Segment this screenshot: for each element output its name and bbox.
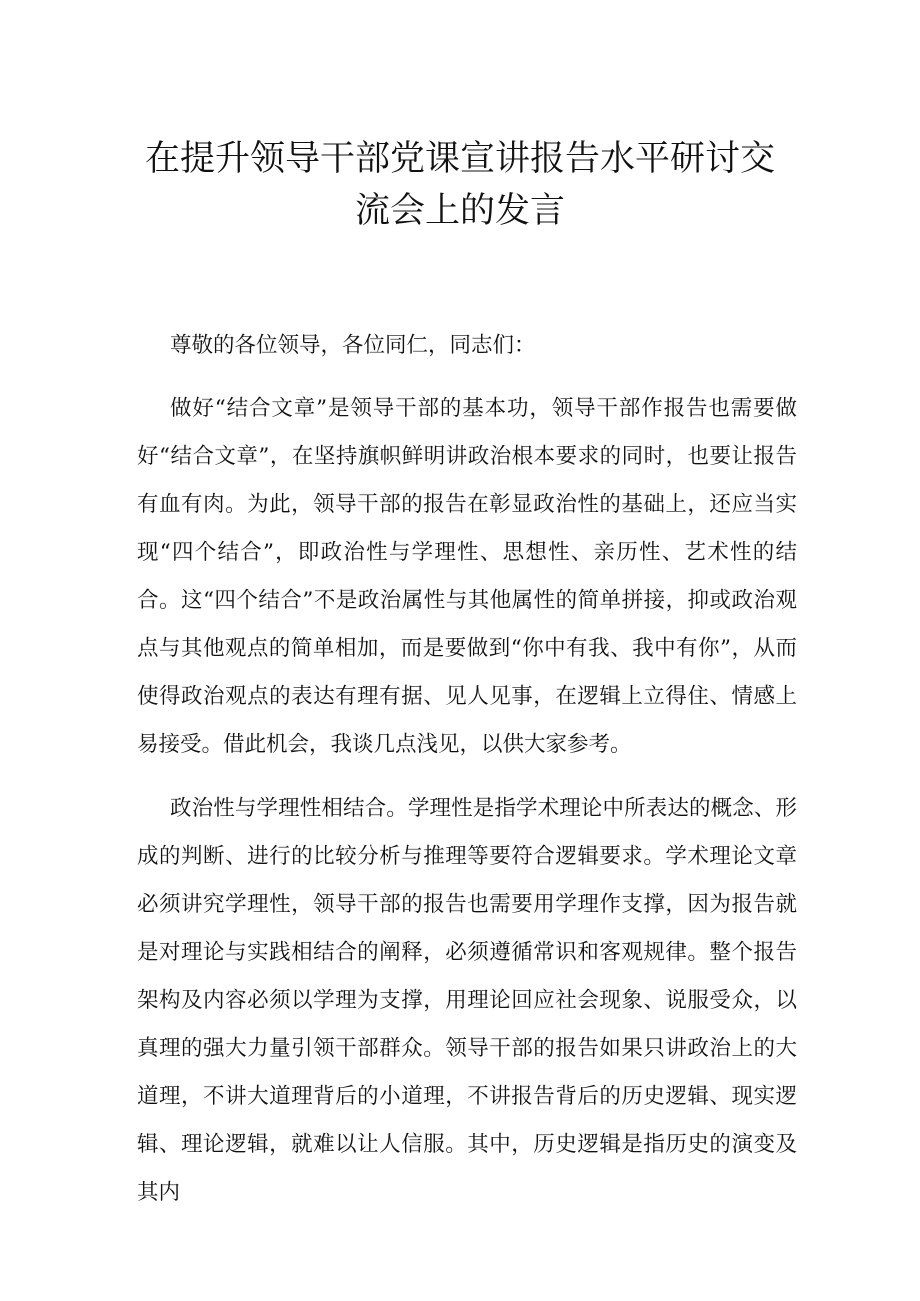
paragraph-1: 做好“结合文章”是领导干部的基本功，领导干部作报告也需要做好“结合文章”，在坚持旗帜鲜明讲政治根本要求的同时，也要让报告有血有肉。为此，领导干部的报告在彰显政治性的基础上，还应当实现“四个结合”，即政治性与学理性、思想性、亲历性、艺术性的结合。这“四个结合”不是政治属性与其他属性的简单拼接，抑或政治观点与其他观点的简单相加，而是要做到“你中有我、我中有你”，从而使得政治观点的表达有理有据、见人见事，在逻辑上立得住、情感上易接受。借此机会，我谈几点浅见，以供大家参考。 — [137, 396, 797, 757]
document-title-line-2: 流会上的发言 — [354, 191, 565, 231]
greeting: 尊敬的各位领导，各位同仁，同志们： — [170, 333, 536, 358]
paragraph-2: 政治性与学理性相结合。学理性是指学术理论中所表达的概念、形成的判断、进行的比较分析与推理等要符合逻辑要求。学术理论文章必须讲究学理性，领导干部的报告也需要用学理作支撑，因为报告就是对理论与实践相结合的阐释，必须遵循常识和客观规律。整个报告架构及内容必须以学理为支撑，用理论回应社会现象、说服受众，以真理的强大力量引领干部群众。领导干部的报告如果只讲政治上的大道理，不讲大道理背后的小道理，不讲报告背后的历史逻辑、现实逻辑、理论逻辑，就难以让人信服。其中，历史逻辑是指历史的演变及其内 — [137, 796, 797, 1205]
document-title-line-1: 在提升领导干部党课宣讲报告水平研讨交 — [144, 139, 775, 179]
